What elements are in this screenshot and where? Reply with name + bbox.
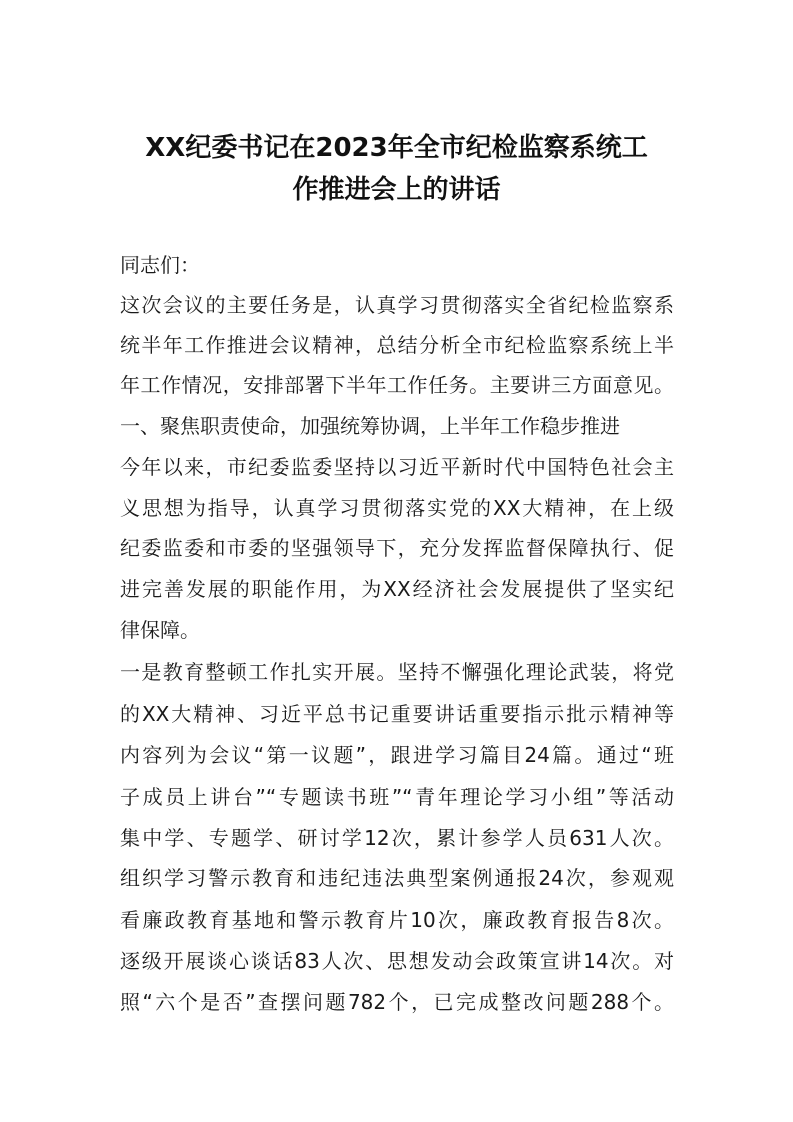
salutation: 同志们： — [120, 253, 200, 277]
section-heading-1: 一、聚焦职责使命，加强统筹协调，上半年工作稳步推进 — [120, 414, 620, 438]
paragraph-line: 的XX大精神、习近平总书记重要讲话重要指示批示精神等 — [120, 702, 674, 726]
paragraph-line: 逐级开展谈心谈话83人次、思想发动会政策宣讲14次。对 — [120, 949, 674, 973]
paragraph-line: 照“六个是否”查摆问题782个，已完成整改问题288个。 — [120, 990, 674, 1014]
paragraph-line: 子成员上讲台”“专题读书班”“青年理论学习小组”等活动 — [120, 785, 674, 809]
paragraph-line: 内容列为会议“第一议题”，跟进学习篇目24篇。通过“班 — [120, 743, 674, 767]
paragraph-line: 义思想为指导，认真学习贯彻落实党的XX大精神，在上级 — [120, 496, 674, 520]
paragraph-line: 进完善发展的职能作用，为XX经济社会发展提供了坚实纪 — [120, 577, 674, 601]
paragraph-line: 纪委监委和市委的坚强领导下，充分发挥监督保障执行、促 — [120, 536, 674, 560]
paragraph-line: 统半年工作推进会议精神，总结分析全市纪检监察系统上半 — [120, 333, 674, 357]
paragraph-line: 律保障。 — [120, 618, 200, 642]
paragraph-line: 组织学习警示教育和违纪违法典型案例通报24次，参观观 — [120, 866, 674, 890]
paragraph-line: 集中学、专题学、研讨学12次，累计参学人员631人次。 — [120, 826, 674, 850]
paragraph-line: 一是教育整顿工作扎实开展。坚持不懈强化理论武装，将党 — [120, 660, 674, 684]
paragraph-line: 看廉政教育基地和警示教育片10次，廉政教育报告8次。 — [120, 908, 674, 932]
paragraph-line: 年工作情况，安排部署下半年工作任务。主要讲三方面意见。 — [120, 373, 674, 397]
paragraph-line: 这次会议的主要任务是，认真学习贯彻落实全省纪检监察系 — [120, 293, 674, 317]
paragraph-line: 今年以来，市纪委监委坚持以习近平新时代中国特色社会主 — [120, 455, 674, 479]
document-title-line-1: XX纪委书记在2023年全市纪检监察系统工 — [145, 133, 648, 163]
document-title-line-2: 作推进会上的讲话 — [292, 175, 501, 205]
